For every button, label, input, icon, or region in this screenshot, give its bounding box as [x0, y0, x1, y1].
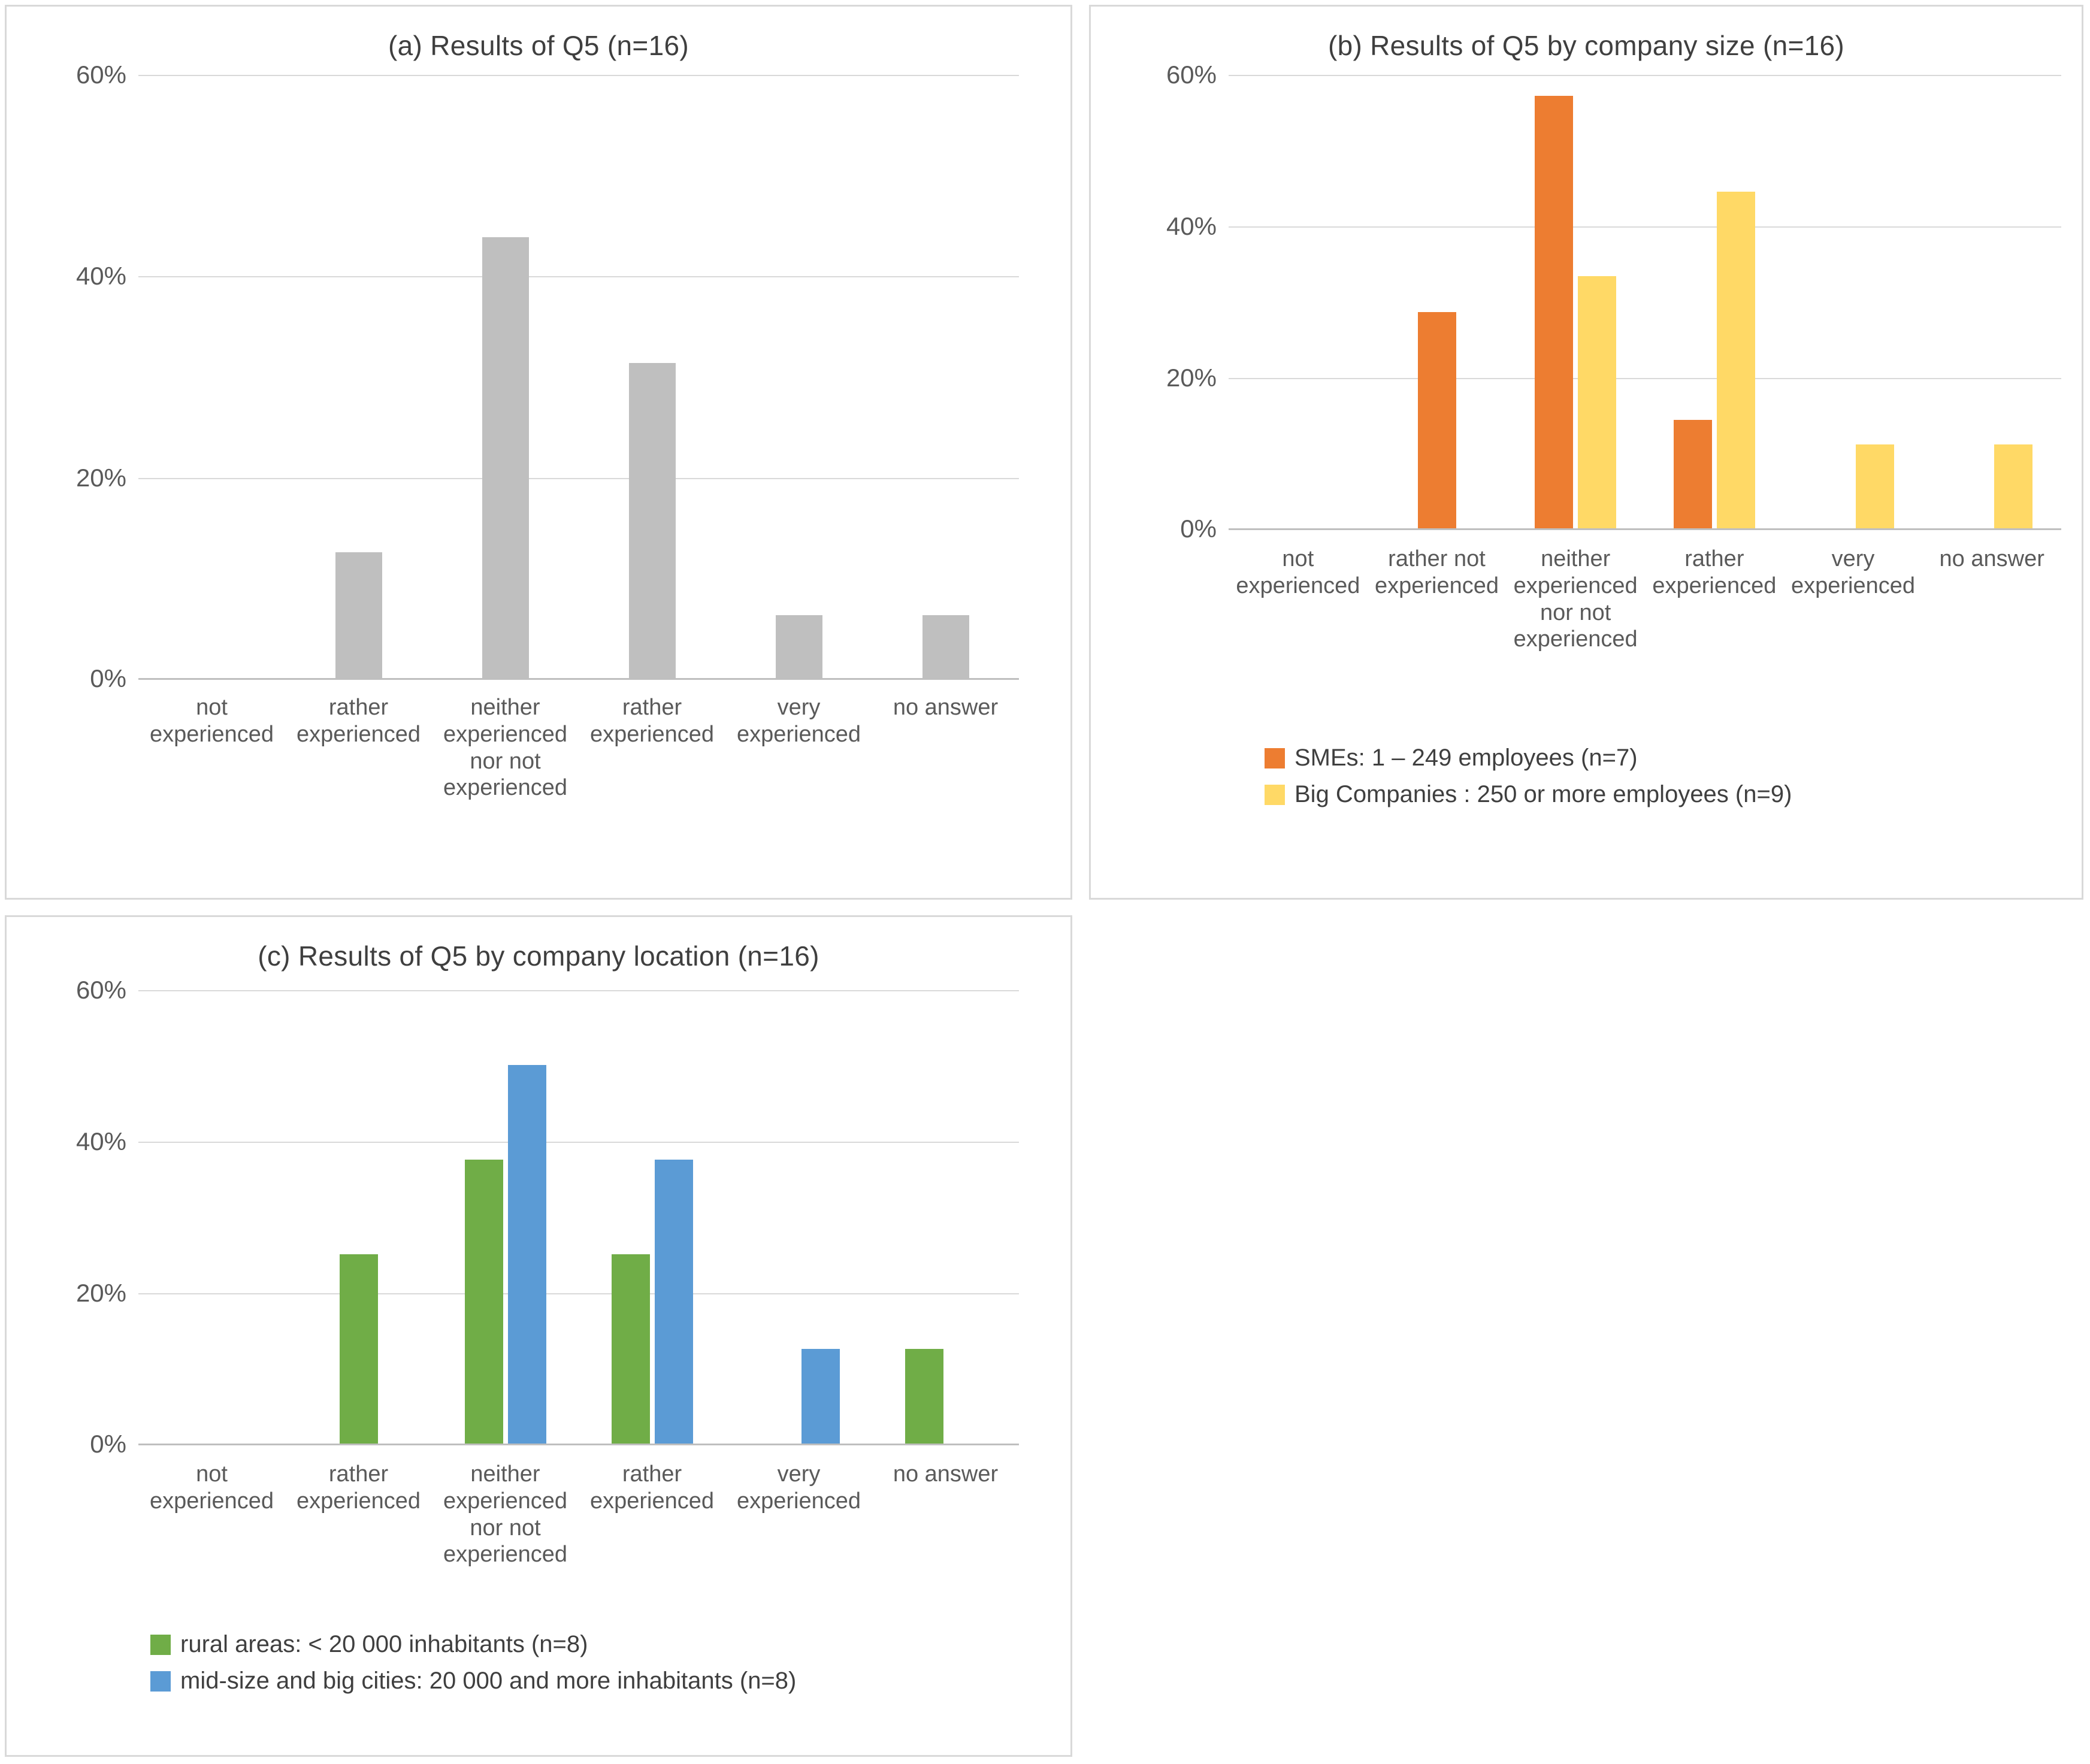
label-line: experienced [149, 1488, 274, 1514]
chart-b-xlabel-5 [1922, 546, 2061, 653]
label-line: very [1831, 546, 1875, 571]
label-line: neither [470, 1462, 540, 1487]
chart-b-cat-1 [1368, 75, 1507, 528]
legend-item-cities [150, 1668, 796, 1695]
chart-a-xlabel-3 [579, 694, 725, 801]
axis-zero [1180, 515, 2061, 543]
legend-label-rural: rural areas: < 20 000 inhabitants (n=8) [180, 1631, 588, 1657]
chart-a-cat-1 [285, 75, 432, 678]
legend-swatch-icon [1265, 748, 1285, 768]
bar-b-sme-3 [1674, 420, 1712, 528]
chart-c-ytick-20: 20% [75, 1279, 126, 1307]
chart-b-xlabel-3 [1645, 546, 1784, 653]
chart-a-cat-4 [725, 75, 872, 678]
chart-a-xlabel-2 [432, 694, 579, 801]
legend-item-smes [1265, 745, 1792, 771]
label-line: nor not [470, 1515, 541, 1541]
label-line: experienced [296, 1488, 421, 1514]
chart-a-xlabel-0 [138, 694, 285, 801]
bar-c-rural-1 [340, 1254, 378, 1444]
bar-a-5 [922, 615, 969, 678]
legend-swatch-icon [1265, 785, 1285, 805]
chart-b-title: (b) Results of Q5 by company size (n=16) [1327, 30, 1845, 61]
axis-zero [90, 1430, 1019, 1458]
bar-c-city-2 [508, 1065, 546, 1444]
label-line: experienced [589, 1488, 715, 1514]
label-line: no answer [1939, 546, 2044, 571]
bar-b-big-5 [1994, 444, 2032, 528]
chart-a-title: (a) Results of Q5 (n=16) [388, 30, 689, 61]
chart-c-cat-0 [138, 990, 285, 1444]
label-line: experienced [443, 775, 568, 801]
chart-a-ytick-0: 0% [90, 664, 126, 692]
chart-a-cat-3 [579, 75, 725, 678]
chart-c-xlabel-0 [138, 1461, 285, 1568]
bar-c-city-3 [655, 1160, 693, 1444]
chart-a-cat-2 [432, 75, 579, 678]
chart-c-cat-2 [432, 990, 579, 1444]
chart-c-ytick-40: 40% [75, 1127, 126, 1155]
label-line: experienced [1513, 627, 1638, 652]
bar-b-big-4 [1856, 444, 1894, 528]
chart-b-plot [1166, 60, 2061, 543]
label-line: not [1282, 546, 1314, 571]
label-line: experienced [1374, 573, 1499, 598]
chart-a-cat-5 [872, 75, 1019, 678]
chart-c-xlabel-3 [579, 1461, 725, 1568]
label-line: experienced [296, 721, 421, 747]
chart-c-xlabel-1 [285, 1461, 432, 1568]
chart-b-ytick-0: 0% [1180, 515, 1217, 543]
legend-item-rural [150, 1631, 796, 1658]
label-line: rather [328, 1462, 389, 1487]
chart-a-bars [138, 75, 1019, 678]
chart-b-xlabel-1 [1368, 546, 1507, 653]
chart-panel-c [5, 915, 1072, 1757]
label-line: very [777, 695, 821, 720]
chart-b-cat-5 [1922, 75, 2061, 528]
label-line: rather [622, 695, 682, 720]
chart-a-xlabel-4 [725, 694, 872, 801]
chart-b-cat-3 [1645, 75, 1784, 528]
chart-a-ytick-40: 40% [75, 262, 126, 290]
bar-c-rural-3 [612, 1254, 650, 1444]
chart-c-ytick-0: 0% [90, 1430, 126, 1458]
chart-a-plot [75, 60, 1019, 692]
chart-panel-b [1089, 5, 2083, 900]
chart-b-legend [1265, 745, 1792, 818]
label-line: experienced [1236, 573, 1360, 598]
chart-b-cat-2 [1506, 75, 1645, 528]
bar-a-3 [629, 363, 676, 678]
legend-swatch-icon [150, 1671, 171, 1692]
chart-b-xlabels [1229, 546, 2061, 653]
label-line: rather not [1388, 546, 1486, 571]
chart-c-cat-4 [725, 990, 872, 1444]
bar-a-4 [776, 615, 822, 678]
label-line: experienced [443, 721, 568, 747]
chart-c-legend [150, 1631, 796, 1704]
label-line: experienced [736, 721, 861, 747]
chart-panel-a [5, 5, 1072, 900]
label-line: no answer [893, 1462, 999, 1487]
label-line: experienced [1513, 573, 1638, 598]
label-line: experienced [1791, 573, 1916, 598]
bar-b-sme-1 [1418, 312, 1456, 528]
chart-a-xlabel-1 [285, 694, 432, 801]
legend-label-cities: mid-size and big cities: 20 000 and more inhabitants (n=8) [180, 1668, 797, 1694]
label-line: experienced [443, 1488, 568, 1514]
axis-zero [90, 664, 1019, 692]
chart-c-title: (c) Results of Q5 by company location (n=16) [258, 940, 819, 972]
label-line: very [777, 1462, 821, 1487]
chart-b-cat-0 [1229, 75, 1368, 528]
chart-c-xlabels [138, 1461, 1019, 1568]
label-line: experienced [589, 721, 715, 747]
chart-a-xlabels [138, 694, 1019, 801]
label-line: not [196, 695, 228, 720]
label-line: no answer [893, 695, 999, 720]
chart-b-ytick-60: 60% [1166, 60, 1217, 89]
chart-c-cat-5 [872, 990, 1019, 1444]
bar-b-big-2 [1578, 276, 1616, 528]
chart-a-ytick-60: 60% [75, 60, 126, 89]
bar-c-city-4 [801, 1349, 840, 1444]
chart-c-ytick-60: 60% [75, 976, 126, 1004]
chart-b-xlabel-4 [1784, 546, 1923, 653]
bar-c-rural-5 [905, 1349, 943, 1444]
chart-b-cat-4 [1784, 75, 1923, 528]
chart-a-ytick-20: 20% [75, 464, 126, 492]
label-line: nor not [1540, 600, 1611, 625]
label-line: neither [1541, 546, 1611, 571]
bar-a-1 [335, 552, 382, 678]
label-line: nor not [470, 748, 541, 774]
bar-c-rural-2 [465, 1160, 503, 1444]
chart-b-xlabel-2 [1506, 546, 1645, 653]
label-line: rather [1684, 546, 1744, 571]
label-line: rather [328, 695, 389, 720]
label-line: experienced [443, 1542, 568, 1568]
chart-c-bars [138, 990, 1019, 1444]
label-line: experienced [149, 721, 274, 747]
chart-b-ytick-20: 20% [1166, 364, 1217, 392]
chart-c-plot [75, 976, 1019, 1458]
label-line: experienced [736, 1488, 861, 1514]
legend-swatch-icon [150, 1635, 171, 1655]
bar-b-big-3 [1717, 192, 1755, 528]
chart-c-cat-1 [285, 990, 432, 1444]
chart-a-xlabel-5 [872, 694, 1019, 801]
bar-a-2 [482, 237, 529, 678]
chart-b-ytick-40: 40% [1166, 212, 1217, 240]
chart-c-xlabel-2 [432, 1461, 579, 1568]
chart-a-cat-0 [138, 75, 285, 678]
label-line: not [196, 1462, 228, 1487]
label-line: experienced [1652, 573, 1777, 598]
label-line: neither [470, 695, 540, 720]
label-line: rather [622, 1462, 682, 1487]
legend-item-big-companies [1265, 781, 1792, 808]
bar-b-sme-2 [1535, 96, 1573, 528]
chart-b-xlabel-0 [1229, 546, 1368, 653]
chart-c-xlabel-5 [872, 1461, 1019, 1568]
chart-c-cat-3 [579, 990, 725, 1444]
chart-b-bars [1229, 75, 2061, 528]
legend-label-smes: SMEs: 1 – 249 employees (n=7) [1294, 745, 1638, 771]
chart-c-xlabel-4 [725, 1461, 872, 1568]
legend-label-big-companies: Big Companies : 250 or more employees (n=9) [1294, 781, 1792, 807]
